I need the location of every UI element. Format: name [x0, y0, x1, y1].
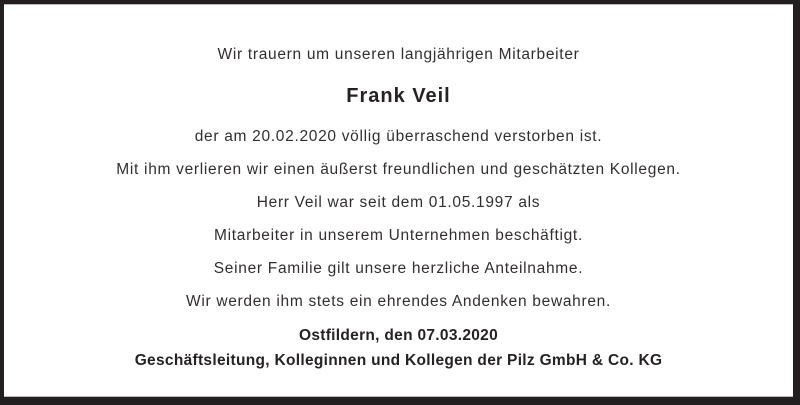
body-line-condolence: Seiner Familie gilt unsere herzliche Anteilnahme.: [213, 260, 584, 277]
body-line-death-date: der am 20.02.2020 völlig überraschend verstorben ist.: [194, 128, 603, 145]
obituary-content: [4, 4, 793, 397]
intro-line: Wir trauern um unseren langjährigen Mitarbeiter: [217, 46, 580, 63]
dateline: Ostfildern, den 07.03.2020: [298, 327, 499, 344]
body-line-colleague-tribute: Mit ihm verlieren wir einen äußerst freundlichen und geschätzten Kollegen.: [116, 161, 681, 178]
signature-line: Geschäftsleitung, Kolleginnen und Kollegen der Pilz GmbH & Co. KG: [134, 352, 663, 369]
body-line-employment-role: Mitarbeiter in unserem Unternehmen beschäftigt.: [214, 227, 583, 244]
body-line-remembrance: Wir werden ihm stets ein ehrendes Andenken bewahren.: [186, 293, 611, 310]
body-line-employment-since: Herr Veil war seit dem 01.05.1997 als: [256, 194, 541, 211]
deceased-name: Frank Veil: [346, 85, 451, 107]
